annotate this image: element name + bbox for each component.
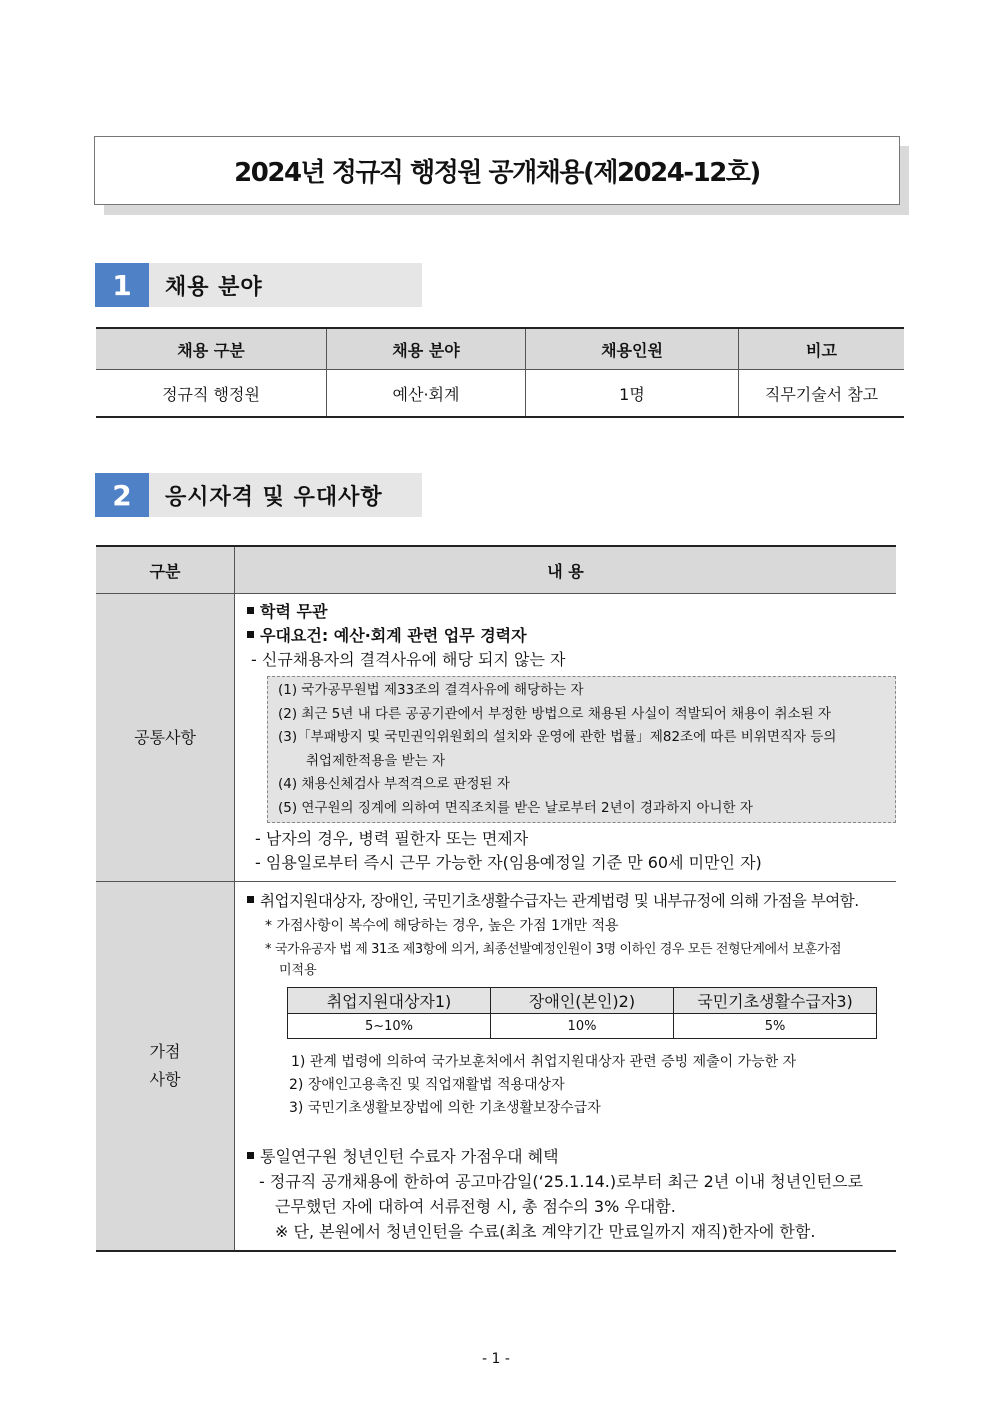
section2-title: 응시자격 및 우대사항 xyxy=(149,473,422,517)
bonus-header: 취업지원대상자1) xyxy=(288,988,491,1014)
common-sub-1: - 신규채용자의 결격사유에 해당 되지 않는 자 xyxy=(251,650,566,669)
bonus-header: 국민기초생활수급자3) xyxy=(674,988,877,1014)
disqualification-item: (1) 국가공무원법 제33조의 결격사유에 해당하는 자 xyxy=(278,682,584,698)
bonus-value: 5% xyxy=(674,1014,877,1039)
common-bullet-1: 학력 무관 xyxy=(247,600,896,624)
disqualification-item: (5) 연구원의 징계에 의하여 면직조치를 받은 날로부터 2년이 경과하지 아니한 자 xyxy=(278,799,753,816)
bonus-value: 5~10% xyxy=(288,1014,491,1039)
table-row-bonus xyxy=(96,882,896,1252)
recruitment-table xyxy=(96,327,904,418)
bonus-header: 장애인(본인)2) xyxy=(491,988,674,1014)
page-number: - 1 - xyxy=(482,1351,510,1367)
section2-number: 2 xyxy=(95,473,149,517)
table-row xyxy=(96,370,904,418)
intern-line-3: ※ 단, 본원에서 청년인턴을 수료(최초 계약기간 만료일까지 재직)한자에 한함. xyxy=(275,1222,816,1241)
footnote: 2) 장애인고용촉진 및 직업재활법 적용대상자 xyxy=(289,1077,565,1093)
cell-remarks: 직무기술서 참고 xyxy=(764,384,879,404)
cell-recruit-type: 정규직 행정원 xyxy=(96,370,327,418)
table-row-common xyxy=(96,594,896,882)
bonus-points-table xyxy=(287,987,877,1039)
header-recruit-count: 채용인원 xyxy=(526,328,739,370)
header-recruit-field: 채용 분야 xyxy=(327,328,526,370)
cell-recruit-field: 예산·회계 xyxy=(327,370,526,418)
header-category: 구분 xyxy=(96,546,235,594)
bonus-note-1: * 가점사항이 복수에 해당하는 경우, 높은 가점 1개만 적용 xyxy=(265,918,619,934)
bonus-bullet-1: 취업지원대상자, 장애인, 국민기초생활수급자는 관계법령 및 내부규정에 의해 가점을 부여함. xyxy=(247,888,896,914)
bonus-label-line2: 사항 xyxy=(149,1070,181,1089)
footnote: 1) 관계 법령에 의하여 국가보훈처에서 취업지원대상자 관련 증빙 제출이 가능한 자 xyxy=(291,1054,797,1070)
bonus-note-2: * 국가유공자 법 제 31조 제3항에 의거, 최종선발예정인원이 3명 이하인 경우 모든 전형단계에서 보훈가점 xyxy=(265,942,842,957)
section1-title: 채용 분야 xyxy=(149,263,422,307)
section1-number: 1 xyxy=(95,263,149,307)
category-common: 공통사항 xyxy=(96,594,235,882)
footnote: 3) 국민기초생활보장법에 의한 기초생활보장수급자 xyxy=(289,1100,601,1116)
disqualification-item: 취업제한적용을 받는 자 xyxy=(306,752,445,769)
disqualification-item: (4) 채용신체검사 부적격으로 판정된 자 xyxy=(278,776,510,792)
table-row xyxy=(288,1014,877,1039)
cell-recruit-count: 1명 xyxy=(526,370,739,418)
header-recruit-type: 채용 구분 xyxy=(96,328,327,370)
bonus-value: 10% xyxy=(491,1014,674,1039)
qualification-table xyxy=(96,545,896,1252)
header-remarks: 비고 xyxy=(739,328,905,370)
disqualification-box xyxy=(267,676,896,823)
bonus-content xyxy=(235,882,897,1252)
bonus-note-2-cont: 미적용 xyxy=(279,963,317,978)
bonus-bullet-2: 통일연구원 청년인턴 수료자 가점우대 혜택 xyxy=(247,1144,896,1169)
common-sub-3: - 임용일로부터 즉시 근무 가능한 자(임용예정일 기준 만 60세 미만인 자) xyxy=(255,853,762,872)
common-content xyxy=(235,594,897,882)
header-content: 내 용 xyxy=(235,546,897,594)
intern-line-2: 근무했던 자에 대하여 서류전형 시, 총 점수의 3% 우대함. xyxy=(275,1197,676,1216)
disqualification-item: (2) 최근 5년 내 다른 공공기관에서 부정한 방법으로 채용된 사실이 적발되어 채용이 취소된 자 xyxy=(278,705,831,722)
bonus-label-line1: 가점 xyxy=(149,1042,181,1061)
common-bullet-2: 우대요건: 예산·회계 관련 업무 경력자 xyxy=(247,624,896,648)
document-title: 2024년 정규직 행정원 공개채용(제2024-12호) xyxy=(94,136,900,205)
intern-line-1: - 정규직 공개채용에 한하여 공고마감일(‘25.1.14.)로부터 최근 2년 이내 청년인턴으로 xyxy=(259,1172,864,1191)
disqualification-item: (3)「부패방지 및 국민권익위원회의 설치와 운영에 관한 법률」제82조에 따른 비위면직자 등의 xyxy=(278,729,837,745)
category-bonus xyxy=(96,882,235,1252)
common-sub-2: - 남자의 경우, 병력 필한자 또는 면제자 xyxy=(255,829,529,848)
